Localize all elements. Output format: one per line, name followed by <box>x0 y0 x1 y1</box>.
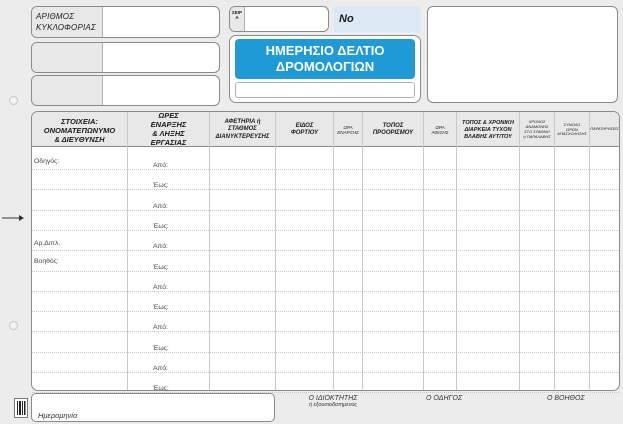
owner-field-1[interactable] <box>31 42 220 73</box>
punch-hole <box>9 96 18 105</box>
number-label: No <box>339 13 354 25</box>
date-field[interactable] <box>31 393 275 422</box>
to-label: Έως: <box>153 304 169 312</box>
fold-mark-arrow-icon <box>2 209 24 217</box>
table-row[interactable] <box>32 230 619 231</box>
vehicle-registration-field[interactable] <box>31 6 220 38</box>
table-row[interactable] <box>32 291 619 292</box>
owner-field-2[interactable] <box>31 75 220 106</box>
document-title-line1: ΗΜΕΡΗΣΙΟ ΔΕΛΤΙΟ <box>265 43 385 58</box>
table-row[interactable] <box>32 189 619 190</box>
from-label: Από: <box>153 202 168 210</box>
col-header-destination: ΤΟΠΟΣ ΠΡΟΟΡΙΣΜΟΥ <box>372 122 414 136</box>
document-title-line2: ΔΡΟΜΟΛΟΓΙΩΝ <box>275 59 375 74</box>
barcode-logo <box>14 398 28 418</box>
col-header-total-hours: ΣΥΝΟΛΟ ΩΡΩΝ ΑΠΑΣΧΟΛΗΣΗΣ <box>557 121 587 137</box>
from-label: Από: <box>153 162 168 169</box>
col-header-breakdown: ΤΟΠΟΣ & ΧΡΟΝΙΚΗ ΔΙΑΡΚΕΙΑ ΤΥΧΟΝ ΒΛΑΒΗΣ ΑΥΤ/ΤΟΥ <box>462 119 514 140</box>
date-label: Ημερομηνία <box>38 411 78 420</box>
vehicle-registration-label-1: ΑΡΙΘΜΟΣ <box>36 12 75 21</box>
punch-hole <box>9 321 18 330</box>
series-field[interactable] <box>229 6 329 32</box>
col-header-remarks: ΠΑΡΑΤΗΡΗΣΕΙΣ <box>590 127 619 132</box>
from-label: Από: <box>153 283 168 291</box>
driver-label: Οδηγός: <box>34 158 60 165</box>
col-header-start-time: ΩΡΑ ΕΝΑΡΞΗΣ <box>337 124 359 135</box>
col-header-waiting-time: ΧΡΟΝΟΣ ΑΝΑΜΟΝΗΣ ΣΤΟ ΣΤΑΘΜΟ ή ΠΑΡΑΛΑΒΗΣ <box>523 119 551 139</box>
table-row[interactable] <box>32 169 619 170</box>
from-label: Από: <box>153 324 168 332</box>
document-title <box>235 39 415 79</box>
col-header-arrival-time: ΩΡΑ ΑΦΙΞΗΣ <box>431 124 449 135</box>
to-label: Έως: <box>153 344 169 352</box>
table-row[interactable] <box>32 331 619 332</box>
title-sub-field[interactable] <box>235 82 415 98</box>
vehicle-registration-label-2: ΚΥΚΛΟΦΟΡΙΑΣ <box>36 23 96 32</box>
to-label: Έως: <box>153 182 169 190</box>
document-number-field[interactable] <box>334 6 421 32</box>
series-label: ΣΕΙΡΑ <box>232 10 242 20</box>
driver-signature-label: Ο ΟΔΗΓΟΣ <box>426 395 463 402</box>
to-label: Έως: <box>153 263 169 271</box>
col-header-work-hours: ΩΡΕΣ ΕΝΑΡΞΗΣ & ΛΗΞΗΣ ΕΡΓΑΣΙΑΣ <box>150 111 187 147</box>
col-header-cargo: ΕΙΔΟΣ ΦΟΡΤΙΟΥ <box>290 122 319 136</box>
table-row[interactable] <box>32 250 619 251</box>
col-header-name: ΣΤΟΙΧΕΙΑ: ΟΝΟΜΑΤΕΠΩΝΥΜΟ & ΔΙΕΥΘΥΝΣΗ <box>43 116 116 144</box>
from-label: Από: <box>153 365 168 372</box>
owner-signature-label: Ο ΙΔΙΟΚΤΗΤΗΣ ή εξουσιοδοτημένος <box>308 395 358 408</box>
table-row[interactable] <box>32 372 619 373</box>
assistant-signature-label: Ο ΒΟΗΘΟΣ <box>547 395 585 402</box>
table-row[interactable] <box>32 210 619 211</box>
table-row[interactable] <box>32 271 619 272</box>
from-label: Από: <box>153 243 168 251</box>
assistant-label: Βοηθός: <box>34 258 59 265</box>
table-row[interactable] <box>32 311 619 312</box>
title-box <box>229 35 421 103</box>
table-row[interactable] <box>32 352 619 353</box>
stamp-area[interactable] <box>427 6 618 103</box>
license-label: Αρ.Διπλ. <box>34 240 61 247</box>
to-label: Έως: <box>153 385 169 393</box>
to-label: Έως: <box>153 222 169 230</box>
col-header-departure: ΑΦΕΤΗΡΙΑ ή ΣΤΑΘΜΟΣ ΔΙΑΝΥΚΤΕΡΕΥΣΗΣ <box>215 118 270 140</box>
